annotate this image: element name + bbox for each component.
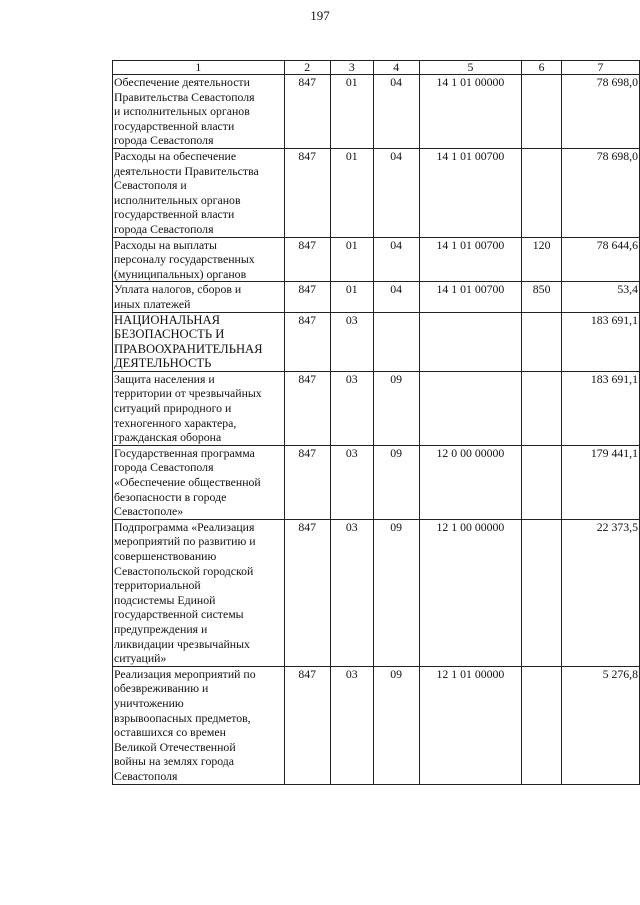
row-name-line: Севастополя и — [114, 178, 187, 193]
row-amount: 179 441,1 — [561, 445, 639, 519]
row-name-line: Расходы на обеспечение — [114, 148, 237, 163]
header-col-1: 1 — [113, 61, 285, 75]
row-section-code: 03 — [330, 312, 373, 371]
row-chapter-code: 847 — [284, 312, 330, 371]
page-number: 197 — [310, 8, 330, 23]
row-target-article-code: 14 1 01 00700 — [419, 148, 522, 237]
row-name-line: Защита населения и — [114, 371, 215, 386]
row-name-line: деятельности Правительства — [114, 163, 259, 178]
row-subsection-code: 09 — [373, 445, 419, 519]
row-chapter-code: 847 — [284, 666, 330, 784]
table-row — [113, 312, 640, 371]
row-name-line: гражданская оборона — [114, 430, 222, 445]
row-subsection-code: 04 — [373, 237, 419, 282]
row-target-article-code — [419, 312, 522, 371]
table-row — [113, 371, 640, 445]
row-name — [113, 75, 285, 149]
table-row — [113, 519, 640, 666]
header-col-5: 5 — [419, 61, 522, 75]
row-name-line: уничтожению — [114, 695, 184, 710]
row-name — [113, 237, 285, 282]
row-target-article-code: 12 1 01 00000 — [419, 666, 522, 784]
table-row — [113, 445, 640, 519]
row-target-article-code — [419, 371, 522, 445]
table-row — [113, 666, 640, 784]
row-section-code: 03 — [330, 666, 373, 784]
row-name — [113, 312, 285, 371]
row-expense-type-code — [522, 445, 562, 519]
row-name-line: города Севастополя — [114, 460, 214, 475]
row-name-line: города Севастополя — [114, 133, 214, 148]
row-name — [113, 282, 285, 312]
row-section-code: 01 — [330, 282, 373, 312]
row-subsection-code: 09 — [373, 519, 419, 666]
row-name-line: Расходы на выплаты — [114, 237, 217, 252]
row-subsection-code: 09 — [373, 371, 419, 445]
header-col-4: 4 — [373, 61, 419, 75]
row-amount: 78 698,0 — [561, 75, 639, 149]
row-expense-type-code — [522, 312, 562, 371]
row-name-line: взрывоопасных предметов, — [114, 710, 251, 725]
row-name-line: техногенного характера, — [114, 415, 237, 430]
row-name-line: ДЕЯТЕЛЬНОСТЬ — [114, 356, 212, 371]
header-col-7: 7 — [561, 61, 639, 75]
row-name-line: ликвидации чрезвычайных — [114, 636, 250, 651]
row-target-article-code: 14 1 01 00000 — [419, 75, 522, 149]
row-chapter-code: 847 — [284, 371, 330, 445]
row-section-code: 01 — [330, 148, 373, 237]
row-name-line: ситуаций» — [114, 651, 167, 666]
row-expense-type-code: 120 — [522, 237, 562, 282]
row-name-line: Великой Отечественной — [114, 739, 236, 754]
row-name-line: оставшихся со времен — [114, 725, 226, 740]
row-subsection-code — [373, 312, 419, 371]
row-name-line: Уплата налогов, сборов и — [114, 282, 242, 297]
row-name — [113, 666, 285, 784]
row-chapter-code: 847 — [284, 148, 330, 237]
row-section-code: 03 — [330, 445, 373, 519]
row-chapter-code: 847 — [284, 75, 330, 149]
row-name-line: БЕЗОПАСНОСТЬ И — [114, 327, 225, 342]
row-chapter-code: 847 — [284, 445, 330, 519]
row-amount: 78 644,6 — [561, 237, 639, 282]
row-expense-type-code — [522, 75, 562, 149]
row-expense-type-code — [522, 148, 562, 237]
row-subsection-code: 04 — [373, 75, 419, 149]
row-name — [113, 519, 285, 666]
row-amount: 5 276,8 — [561, 666, 639, 784]
table-row — [113, 75, 640, 149]
table-row — [113, 148, 640, 237]
budget-table-body — [113, 61, 640, 785]
row-name-line: Севастополя — [114, 768, 178, 783]
header-col-2: 2 — [284, 61, 330, 75]
row-name-line: иных платежей — [114, 296, 191, 311]
row-name-line: Севастополе» — [114, 504, 184, 519]
row-chapter-code: 847 — [284, 282, 330, 312]
row-name — [113, 445, 285, 519]
row-name-line: Подпрограмма «Реализация — [114, 519, 255, 534]
row-amount: 22 373,5 — [561, 519, 639, 666]
row-name-line: города Севастополя — [114, 221, 214, 236]
row-expense-type-code — [522, 519, 562, 666]
row-subsection-code: 04 — [373, 148, 419, 237]
budget-table — [112, 60, 640, 785]
row-name — [113, 371, 285, 445]
row-name-line: государственной власти — [114, 118, 235, 133]
row-name-line: Правительства Севастополя — [114, 89, 255, 104]
row-target-article-code: 14 1 01 00700 — [419, 237, 522, 282]
row-amount: 183 691,1 — [561, 371, 639, 445]
header-col-6: 6 — [522, 61, 562, 75]
row-name-line: территориальной — [114, 578, 201, 593]
row-name-line: государственной власти — [114, 207, 235, 222]
row-name-line: и исполнительных органов — [114, 104, 250, 119]
row-name-line: предупреждения и — [114, 621, 208, 636]
row-target-article-code: 12 0 00 00000 — [419, 445, 522, 519]
row-name-line: персоналу государственных — [114, 252, 255, 267]
row-expense-type-code — [522, 666, 562, 784]
row-amount: 53,4 — [561, 282, 639, 312]
table-row — [113, 282, 640, 312]
row-name-line: безопасности в городе — [114, 489, 227, 504]
row-name-line: совершенствованию — [114, 549, 217, 563]
row-name-line: (муниципальных) органов — [114, 266, 247, 281]
row-name-line: ПРАВООХРАНИТЕЛЬНАЯ — [114, 341, 263, 356]
row-section-code: 01 — [330, 75, 373, 149]
row-amount: 183 691,1 — [561, 312, 639, 371]
row-amount: 78 698,0 — [561, 148, 639, 237]
row-name-line: Государственная программа — [114, 445, 255, 460]
row-target-article-code: 12 1 00 00000 — [419, 519, 522, 666]
row-subsection-code: 04 — [373, 282, 419, 312]
header-col-3: 3 — [330, 61, 373, 75]
row-name-line: «Обеспечение общественной — [114, 475, 261, 490]
row-name-line: обезвреживанию и — [114, 681, 209, 696]
row-section-code: 03 — [330, 371, 373, 445]
table-row — [113, 237, 640, 282]
row-name — [113, 148, 285, 237]
row-name-line: Реализация мероприятий по — [114, 666, 256, 681]
row-expense-type-code: 850 — [522, 282, 562, 312]
table-header-row — [113, 61, 640, 75]
row-name-line: Севастопольской городской — [114, 563, 254, 578]
row-chapter-code: 847 — [284, 519, 330, 666]
row-subsection-code: 09 — [373, 666, 419, 784]
row-section-code: 03 — [330, 519, 373, 666]
row-name-line: войны на землях города — [114, 754, 235, 769]
row-target-article-code: 14 1 01 00700 — [419, 282, 522, 312]
row-name-line: подсистемы Единой — [114, 592, 216, 607]
row-name-line: ситуаций природного и — [114, 401, 232, 416]
row-name-line: мероприятий по развитию и — [114, 534, 256, 549]
row-section-code: 01 — [330, 237, 373, 282]
row-chapter-code: 847 — [284, 237, 330, 282]
row-name-line: территории от чрезвычайных — [114, 386, 262, 401]
row-name-line: НАЦИОНАЛЬНАЯ — [114, 312, 221, 327]
row-name-line: государственной системы — [114, 607, 244, 622]
row-name-line: Обеспечение деятельности — [114, 75, 250, 89]
row-expense-type-code — [522, 371, 562, 445]
row-name-line: исполнительных органов — [114, 192, 241, 207]
